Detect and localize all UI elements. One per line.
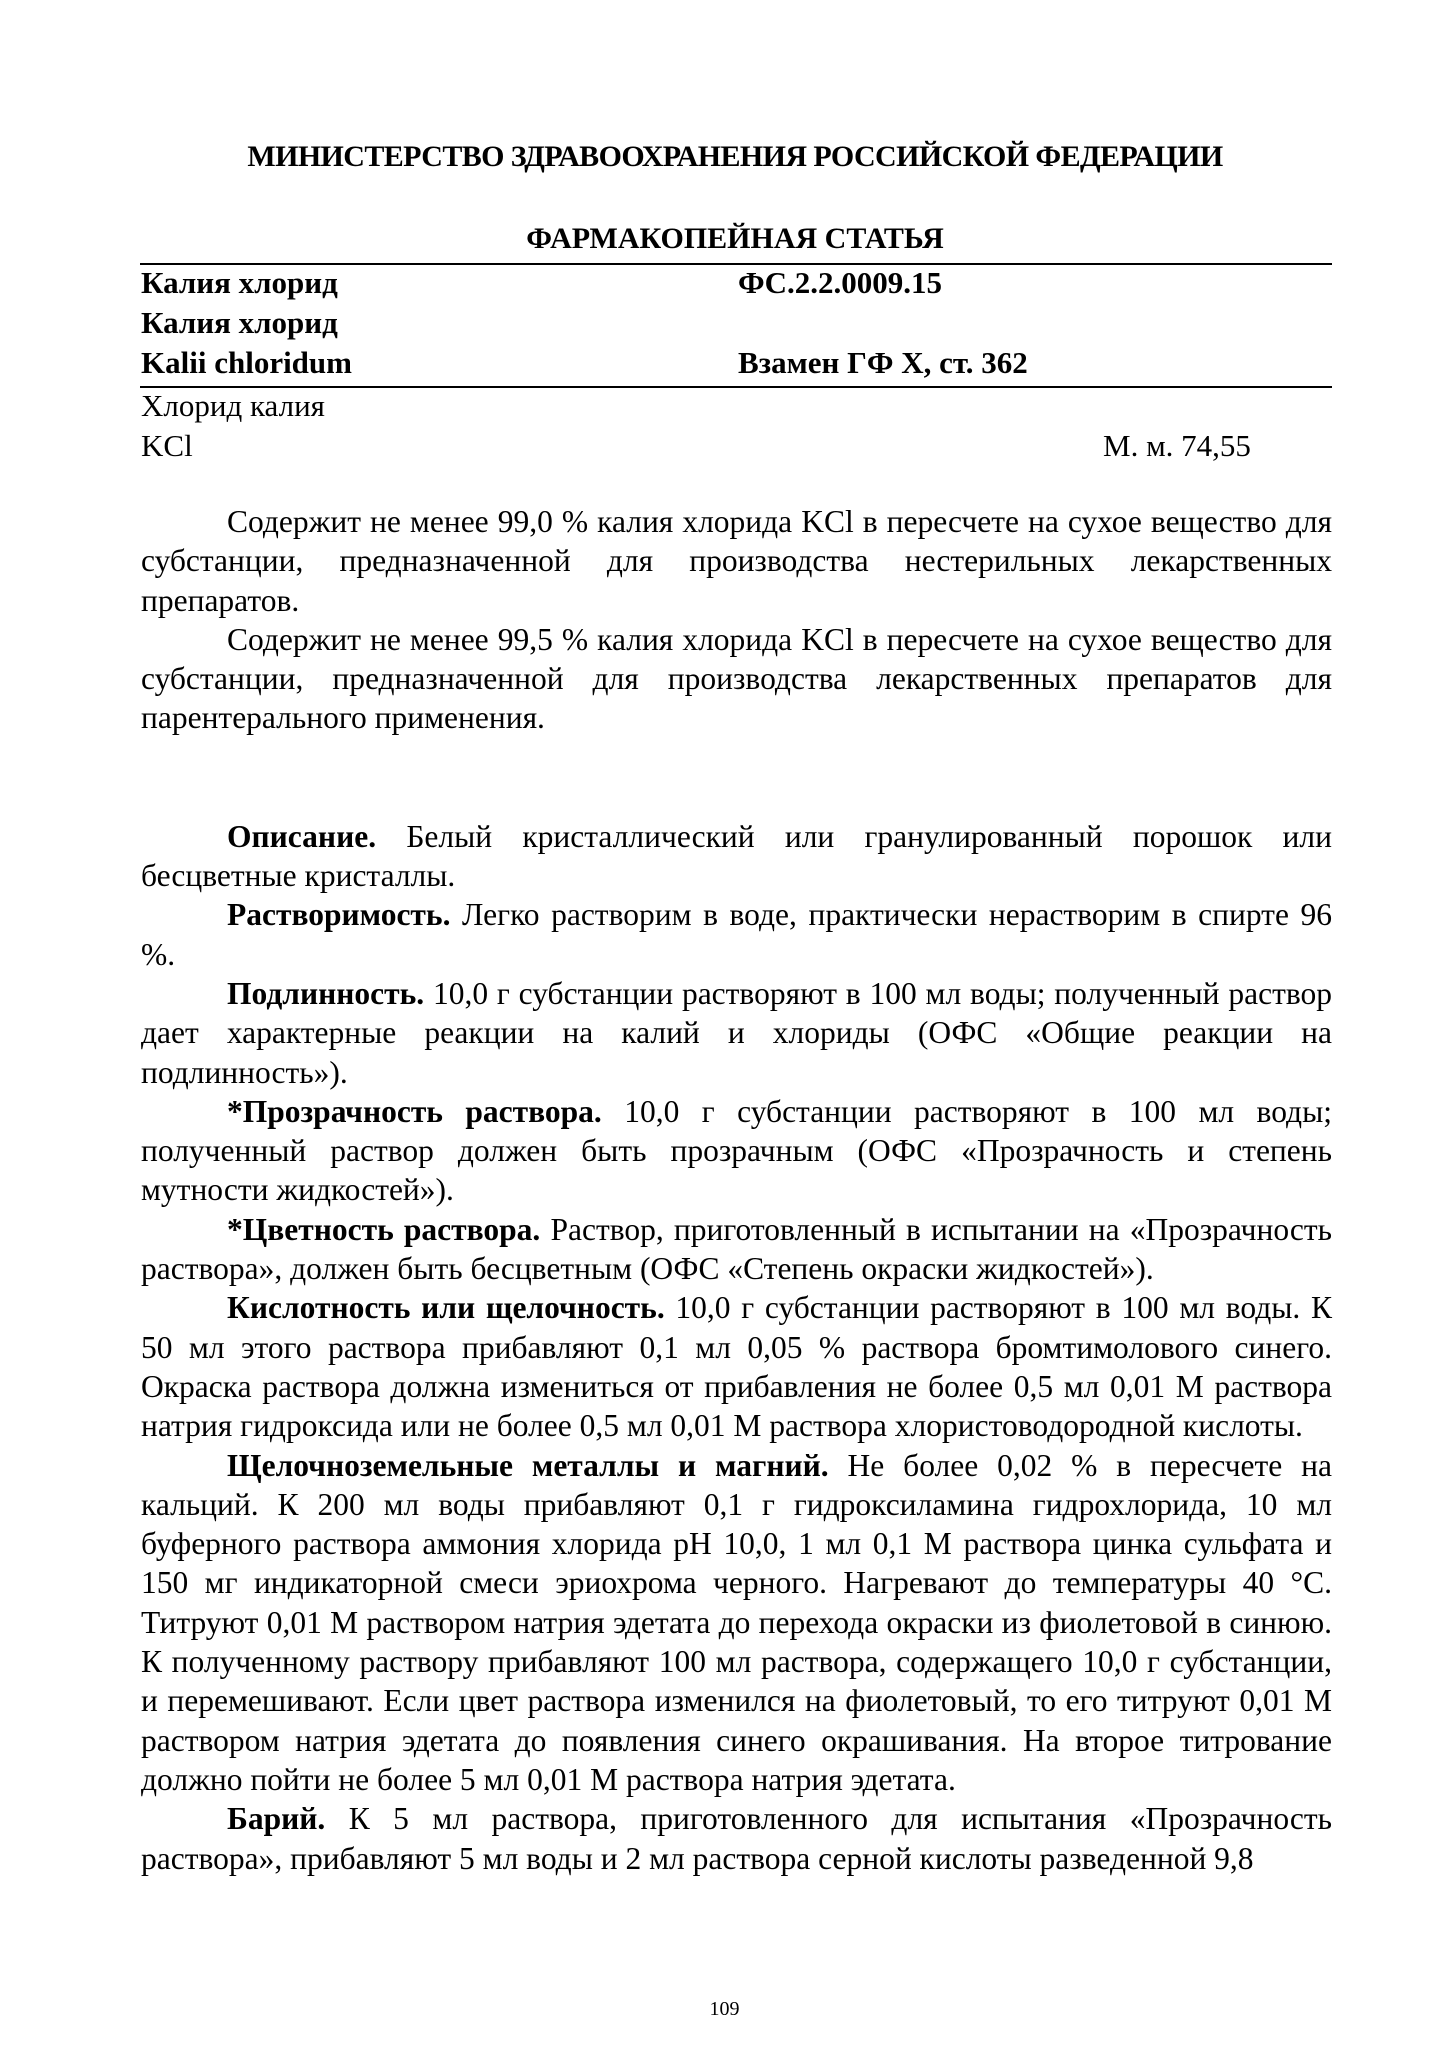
section-text: 10,0 г субстанции растворяют в 100 мл воды; полученный раствор дает характерные реакции на калий и хлориды (ОФС «Общие реакции на подлинность»). xyxy=(141,975,1332,1090)
section-title: Описание. xyxy=(227,818,377,854)
section-title: *Прозрачность раствора. xyxy=(227,1093,602,1129)
molar-mass: М. м. 74,55 xyxy=(1103,428,1251,463)
article-code: ФС.2.2.0009.15 xyxy=(738,265,943,300)
section-title: Растворимость. xyxy=(227,897,451,933)
section-text: 10,0 г субстанции растворяют в 100 мл воды. К 50 мл этого раствора прибавляют 0,1 мл 0,05 % раствора бромтимолового синего. Окраска раствора должна измениться от прибавления не более 0,5 мл 0,01 М раствора натрия гидроксида или не более 0,5 мл 0,01 М раствора хлористоводородной кислоты. xyxy=(141,1290,1332,1444)
section-description xyxy=(141,817,1332,896)
section-title: Подлинность. xyxy=(227,975,425,1011)
section-acidity-alkalinity xyxy=(141,1288,1332,1445)
page-number: 109 xyxy=(709,1998,740,2020)
section-text: Белый кристаллический или гранулированный порошок или бесцветные кристаллы. xyxy=(141,818,1332,894)
section-clarity xyxy=(141,1092,1332,1210)
section-identification xyxy=(141,974,1332,1092)
substance-name-alt: Калия хлорид xyxy=(141,305,338,340)
content-paragraph: Содержит не менее 99,5 % калия хлорида KCl в пересчете на сухое вещество для субстанции, предназначенной для производства лекарственных препаратов для парентерального применения. xyxy=(141,621,1332,736)
substance-name: Калия хлорид xyxy=(141,265,338,300)
section-title: Щелочноземельные металлы и магний. xyxy=(227,1447,829,1483)
chemical-formula: KCl xyxy=(141,428,193,463)
section-title: *Цветность раствора. xyxy=(227,1211,541,1247)
article-body xyxy=(141,502,1332,1878)
paragraph-spacer xyxy=(141,738,1332,777)
replaces-note: Взамен ГФ Х, ст. 362 xyxy=(738,345,1028,380)
section-text: К 5 мл раствора, приготовленного для испытания «Прозрачность раствора», прибавляют 5 мл воды и 2 мл раствора серной кислоты разведенной 9,8 xyxy=(141,1801,1332,1876)
section-text: Не более 0,02 % в пересчете на кальций. К 200 мл воды прибавляют 0,1 г гидроксиламина гидрохлорида, 10 мл буферного раствора аммония хлорида pH 10,0, 1 мл 0,1 М раствора цинка сульфата и 150 мг индикаторной смеси эриохрома черного. Нагревают до температуры 40 °С. Титруют 0,01 М раствором натрия эдетата до перехода окраски из фиолетовой в синюю. К полученному раствору прибавляют 100 мл раствора, содержащего 10,0 г субстанции, и перемешивают. Если цвет раствора изменился на фиолетовый, то его титруют 0,01 М раствором натрия эдетата до появления синего окрашивания. На второе титрование должно пойти не более 5 мл 0,01 М раствора натрия эдетата. xyxy=(141,1447,1332,1797)
chemical-name: Хлорид калия xyxy=(141,388,325,423)
section-text: Легко растворим в воде, практически нерастворим в спирте 96 %. xyxy=(141,897,1332,972)
latin-name: Kalii chloridum xyxy=(141,345,352,380)
content-paragraph: Содержит не менее 99,0 % калия хлорида KCl в пересчете на сухое вещество для субстанции, предназначенной для производства нестерильных лекарственных препаратов. xyxy=(141,504,1332,618)
section-title: Барий. xyxy=(227,1801,326,1837)
section-text: Раствор, приготовленный в испытании на «Прозрачность раствора», должен быть бесцветным (ОФС «Степень окраски жидкостей»). xyxy=(141,1211,1332,1287)
ministry-heading: МИНИСТЕРСТВО ЗДРАВООХРАНЕНИЯ РОССИЙСКОЙ ФЕДЕРАЦИИ xyxy=(247,140,1223,173)
section-title: Кислотность или щелочность. xyxy=(227,1290,665,1326)
section-solubility xyxy=(141,895,1332,974)
section-alkaline-earth-metals xyxy=(141,1446,1332,1800)
section-color xyxy=(141,1210,1332,1289)
paragraph-spacer xyxy=(141,777,1332,817)
article-type-heading: ФАРМАКОПЕЙНАЯ СТАТЬЯ xyxy=(526,222,944,255)
section-text: 10,0 г субстанции растворяют в 100 мл воды; полученный раствор должен быть прозрачным (ОФС «Прозрачность и степень мутности жидкостей»). xyxy=(141,1093,1332,1208)
section-barium xyxy=(141,1799,1332,1878)
